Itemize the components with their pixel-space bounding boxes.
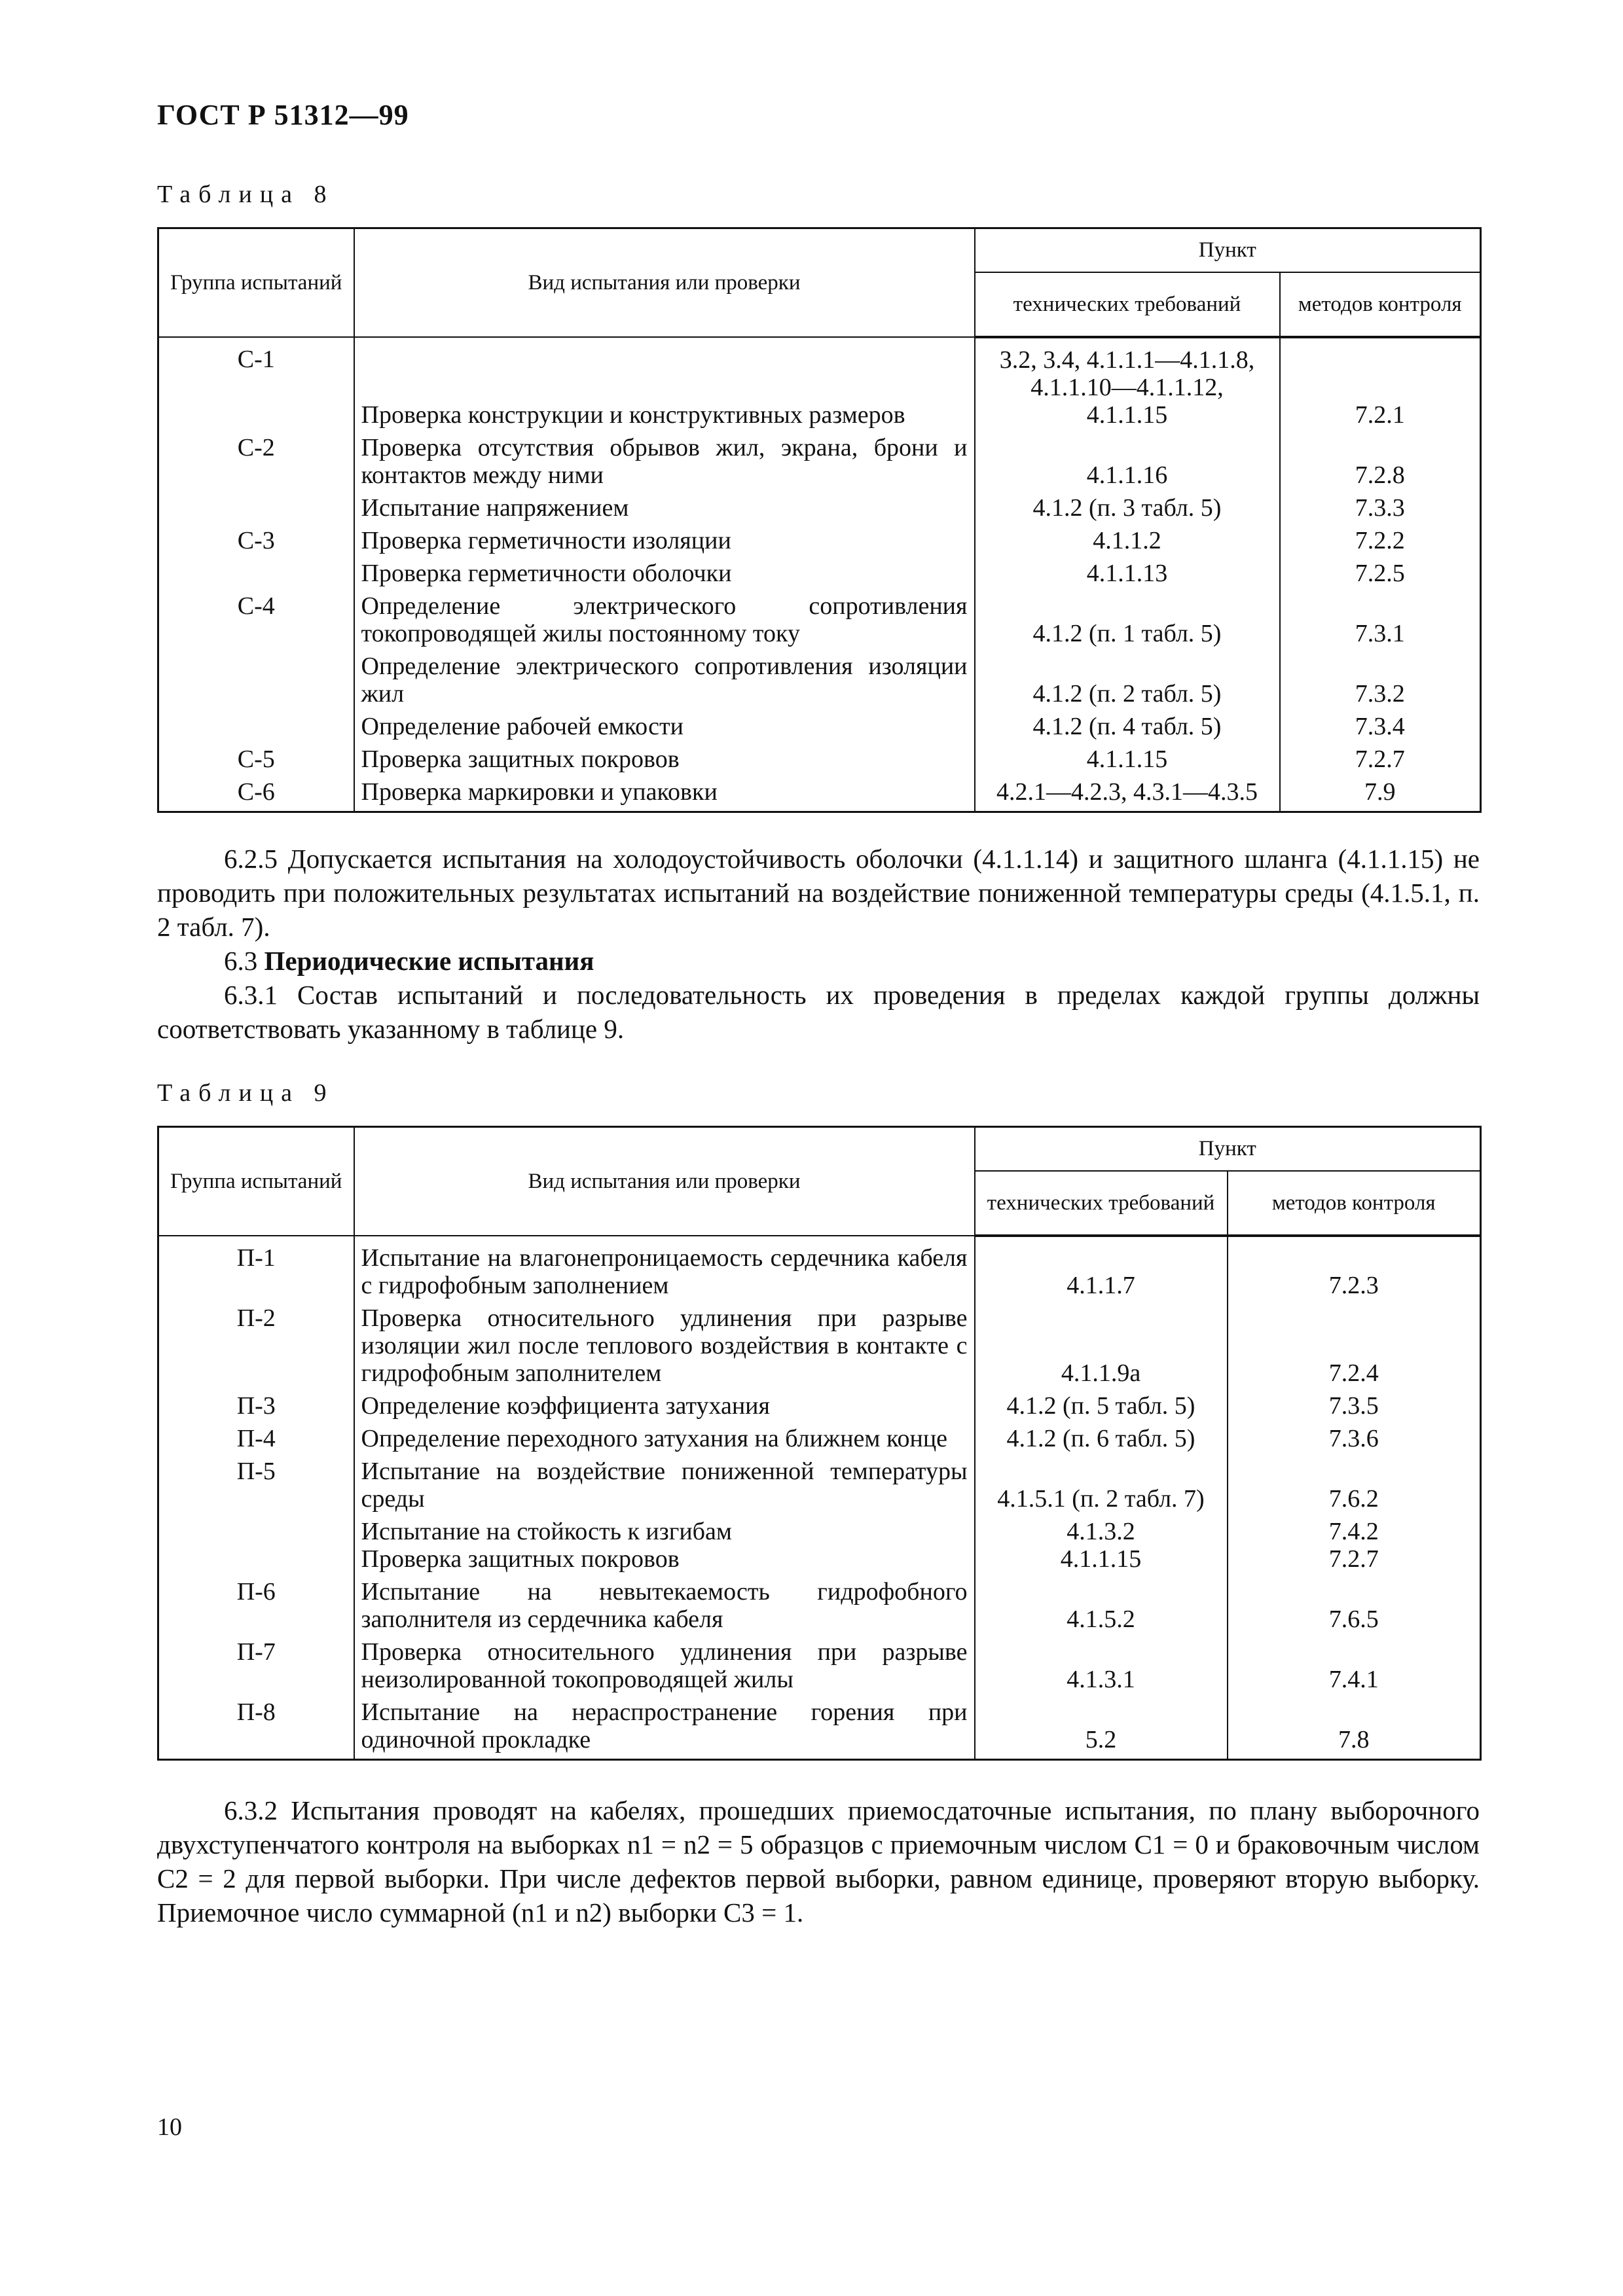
- test-name-cell: Испытание на стойкость к изгибам Проверка защитных покровов: [354, 1516, 975, 1576]
- tech-requirements-cell: 4.1.2 (п. 1 табл. 5): [975, 590, 1280, 651]
- table9-header-group: Группа испытаний: [158, 1127, 354, 1236]
- test-name-cell: Проверка относительного удлинения при разрыве изоляции жил после теплового воздействия в контакте с гидрофобным заполнителем: [354, 1302, 975, 1390]
- control-method-cell: 7.8: [1228, 1696, 1481, 1760]
- table8-row: [158, 776, 1481, 812]
- control-method-cell: 7.2.1: [1280, 337, 1481, 432]
- group-cell: [158, 558, 354, 590]
- control-method-cell: 7.4.1: [1228, 1636, 1481, 1696]
- table8-row: [158, 651, 1481, 711]
- table8-body: [158, 337, 1481, 812]
- table-9: [157, 1126, 1482, 1761]
- table8-row: [158, 337, 1481, 432]
- test-name-cell: Определение коэффициента затухания: [354, 1390, 975, 1423]
- page-number: 10: [157, 2113, 182, 2141]
- test-name-cell: Испытание на влагонепроницаемость сердечника кабеля с гидрофобным заполнением: [354, 1236, 975, 1302]
- test-name-cell: Проверка герметичности изоляции: [354, 525, 975, 558]
- test-name-cell: Испытание на невытекаемость гидрофобного заполнителя из сердечника кабеля: [354, 1576, 975, 1636]
- paragraph-6-2-5: 6.2.5 Допускается испытания на холодоустойчивость оболочки (4.1.1.14) и защитного шланга (4.1.1.15) не проводить при положительных результатах испытаний на воздействие пониженной температуры среды (4.1.5.1, п. 2 табл. 7).: [157, 844, 1480, 942]
- test-name-cell: Проверка относительного удлинения при разрыве неизолированной токопроводящей жилы: [354, 1636, 975, 1696]
- tech-requirements-cell: 4.1.1.13: [975, 558, 1280, 590]
- control-method-cell: 7.3.2: [1280, 651, 1481, 711]
- tech-requirements-cell: 4.1.2 (п. 6 табл. 5): [975, 1423, 1228, 1456]
- tech-requirements-cell: 4.1.1.15: [975, 744, 1280, 776]
- section-number: 6.3: [224, 946, 258, 976]
- table9-row: [158, 1456, 1481, 1516]
- tech-requirements-cell: 4.2.1—4.2.3, 4.3.1—4.3.5: [975, 776, 1280, 812]
- table8-header-group: Группа испытаний: [158, 228, 354, 338]
- tech-requirements-cell: 4.1.5.2: [975, 1576, 1228, 1636]
- group-cell: П-8: [158, 1696, 354, 1760]
- table9-row: [158, 1516, 1481, 1576]
- table8-row: [158, 558, 1481, 590]
- table9-row: [158, 1236, 1481, 1302]
- table9-row: [158, 1576, 1481, 1636]
- tech-requirements-cell: 4.1.2 (п. 2 табл. 5): [975, 651, 1280, 711]
- test-name-cell: Проверка защитных покровов: [354, 744, 975, 776]
- table8-row: [158, 711, 1481, 744]
- test-name-cell: Проверка маркировки и упаковки: [354, 776, 975, 812]
- table9-row: [158, 1636, 1481, 1696]
- table9-row: [158, 1696, 1481, 1760]
- table8-header-kind: Вид испытания или проверки: [354, 228, 975, 338]
- group-cell: С-6: [158, 776, 354, 812]
- group-cell: С-3: [158, 525, 354, 558]
- group-cell: П-7: [158, 1636, 354, 1696]
- tech-requirements-cell: 4.1.3.2 4.1.1.15: [975, 1516, 1228, 1576]
- control-method-cell: 7.2.4: [1228, 1302, 1481, 1390]
- group-cell: П-4: [158, 1423, 354, 1456]
- table9-header-methods: методов контроля: [1228, 1171, 1481, 1236]
- test-name-cell: Испытание на воздействие пониженной температуры среды: [354, 1456, 975, 1516]
- table9-header-item: Пункт: [975, 1127, 1481, 1172]
- table8-caption: Таблица 8: [157, 181, 335, 208]
- test-name-cell: Проверка герметичности оболочки: [354, 558, 975, 590]
- group-cell: [158, 492, 354, 525]
- table8-row: [158, 432, 1481, 492]
- table9-row: [158, 1423, 1481, 1456]
- control-method-cell: 7.4.2 7.2.7: [1228, 1516, 1481, 1576]
- control-method-cell: 7.3.4: [1280, 711, 1481, 744]
- group-cell: П-5: [158, 1456, 354, 1516]
- tech-requirements-cell: 4.1.2 (п. 3 табл. 5): [975, 492, 1280, 525]
- paragraph-6-3-2: 6.3.2 Испытания проводят на кабелях, прошедших приемосдаточные испытания, по плану выборочного двухступенчатого контроля на выборках n1 = n2 = 5 образцов с приемочным числом C1 = 0 и браковочным числом C2 = 2 для первой выборки. При числе дефектов первой выборки, равном единице, проверяют вторую выборку. Приемочное число суммарной (n1 и n2) выборки C3 = 1.: [157, 1795, 1480, 1928]
- control-method-cell: 7.2.7: [1280, 744, 1481, 776]
- control-method-cell: 7.6.5: [1228, 1576, 1481, 1636]
- control-method-cell: 7.3.6: [1228, 1423, 1481, 1456]
- control-method-cell: 7.2.3: [1228, 1236, 1481, 1302]
- control-method-cell: 7.2.5: [1280, 558, 1481, 590]
- table9-row: [158, 1390, 1481, 1423]
- tech-requirements-cell: 5.2: [975, 1696, 1228, 1760]
- table9-header-kind: Вид испытания или проверки: [354, 1127, 975, 1236]
- group-cell: С-2: [158, 432, 354, 492]
- tech-requirements-cell: 4.1.2 (п. 4 табл. 5): [975, 711, 1280, 744]
- test-name-cell: Определение электрического сопротивления изоляции жил: [354, 651, 975, 711]
- test-name-cell: Определение переходного затухания на ближнем конце: [354, 1423, 975, 1456]
- tech-requirements-cell: 4.1.3.1: [975, 1636, 1228, 1696]
- group-cell: П-6: [158, 1576, 354, 1636]
- control-method-cell: 7.3.3: [1280, 492, 1481, 525]
- tech-requirements-cell: 4.1.1.16: [975, 432, 1280, 492]
- table9-caption: Таблица 9: [157, 1079, 335, 1107]
- control-method-cell: 7.3.5: [1228, 1390, 1481, 1423]
- group-cell: П-3: [158, 1390, 354, 1423]
- test-name-cell: Проверка отсутствия обрывов жил, экрана, брони и контактов между ними: [354, 432, 975, 492]
- group-cell: П-2: [158, 1302, 354, 1390]
- group-cell: С-5: [158, 744, 354, 776]
- group-cell: П-1: [158, 1236, 354, 1302]
- group-cell: С-4: [158, 590, 354, 651]
- table8-row: [158, 744, 1481, 776]
- control-method-cell: 7.9: [1280, 776, 1481, 812]
- table8-header-item: Пункт: [975, 228, 1481, 273]
- table9-row: [158, 1302, 1481, 1390]
- table8-row: [158, 590, 1481, 651]
- test-name-cell: Проверка конструкции и конструктивных размеров: [354, 337, 975, 432]
- table9-header-tech: технических требований: [975, 1171, 1228, 1236]
- table8-row: [158, 492, 1481, 525]
- table8-row: [158, 525, 1481, 558]
- paragraph-6-3-1: 6.3.1 Состав испытаний и последовательность их проведения в пределах каждой группы должны соответствовать указанному в таблице 9.: [157, 980, 1480, 1044]
- tech-requirements-cell: 4.1.1.7: [975, 1236, 1228, 1302]
- test-name-cell: Определение рабочей емкости: [354, 711, 975, 744]
- section-title: Периодические испытания: [264, 946, 594, 976]
- tech-requirements-cell: 4.1.1.2: [975, 525, 1280, 558]
- tech-requirements-cell: 4.1.1.9а: [975, 1302, 1228, 1390]
- control-method-cell: 7.6.2: [1228, 1456, 1481, 1516]
- test-name-cell: Испытание напряжением: [354, 492, 975, 525]
- table-8: [157, 227, 1482, 813]
- control-method-cell: 7.2.8: [1280, 432, 1481, 492]
- tech-requirements-cell: 4.1.2 (п. 5 табл. 5): [975, 1390, 1228, 1423]
- test-name-cell: Испытание на нераспространение горения при одиночной прокладке: [354, 1696, 975, 1760]
- group-cell: С-1: [158, 337, 354, 432]
- document-header: ГОСТ Р 51312—99: [157, 99, 409, 131]
- table9-body: [158, 1236, 1481, 1760]
- document-page: [157, 98, 1480, 1929]
- test-name-cell: Определение электрического сопротивления токопроводящей жилы постоянному току: [354, 590, 975, 651]
- paragraph-6-3: [157, 944, 1480, 978]
- table8-header-methods: методов контроля: [1280, 272, 1481, 337]
- group-cell: [158, 711, 354, 744]
- tech-requirements-cell: 3.2, 3.4, 4.1.1.1—4.1.1.8, 4.1.1.10—4.1.1.12, 4.1.1.15: [975, 337, 1280, 432]
- control-method-cell: 7.3.1: [1280, 590, 1481, 651]
- control-method-cell: 7.2.2: [1280, 525, 1481, 558]
- tech-requirements-cell: 4.1.5.1 (п. 2 табл. 7): [975, 1456, 1228, 1516]
- table8-header-tech: технических требований: [975, 272, 1280, 337]
- group-cell: [158, 651, 354, 711]
- group-cell: [158, 1516, 354, 1576]
